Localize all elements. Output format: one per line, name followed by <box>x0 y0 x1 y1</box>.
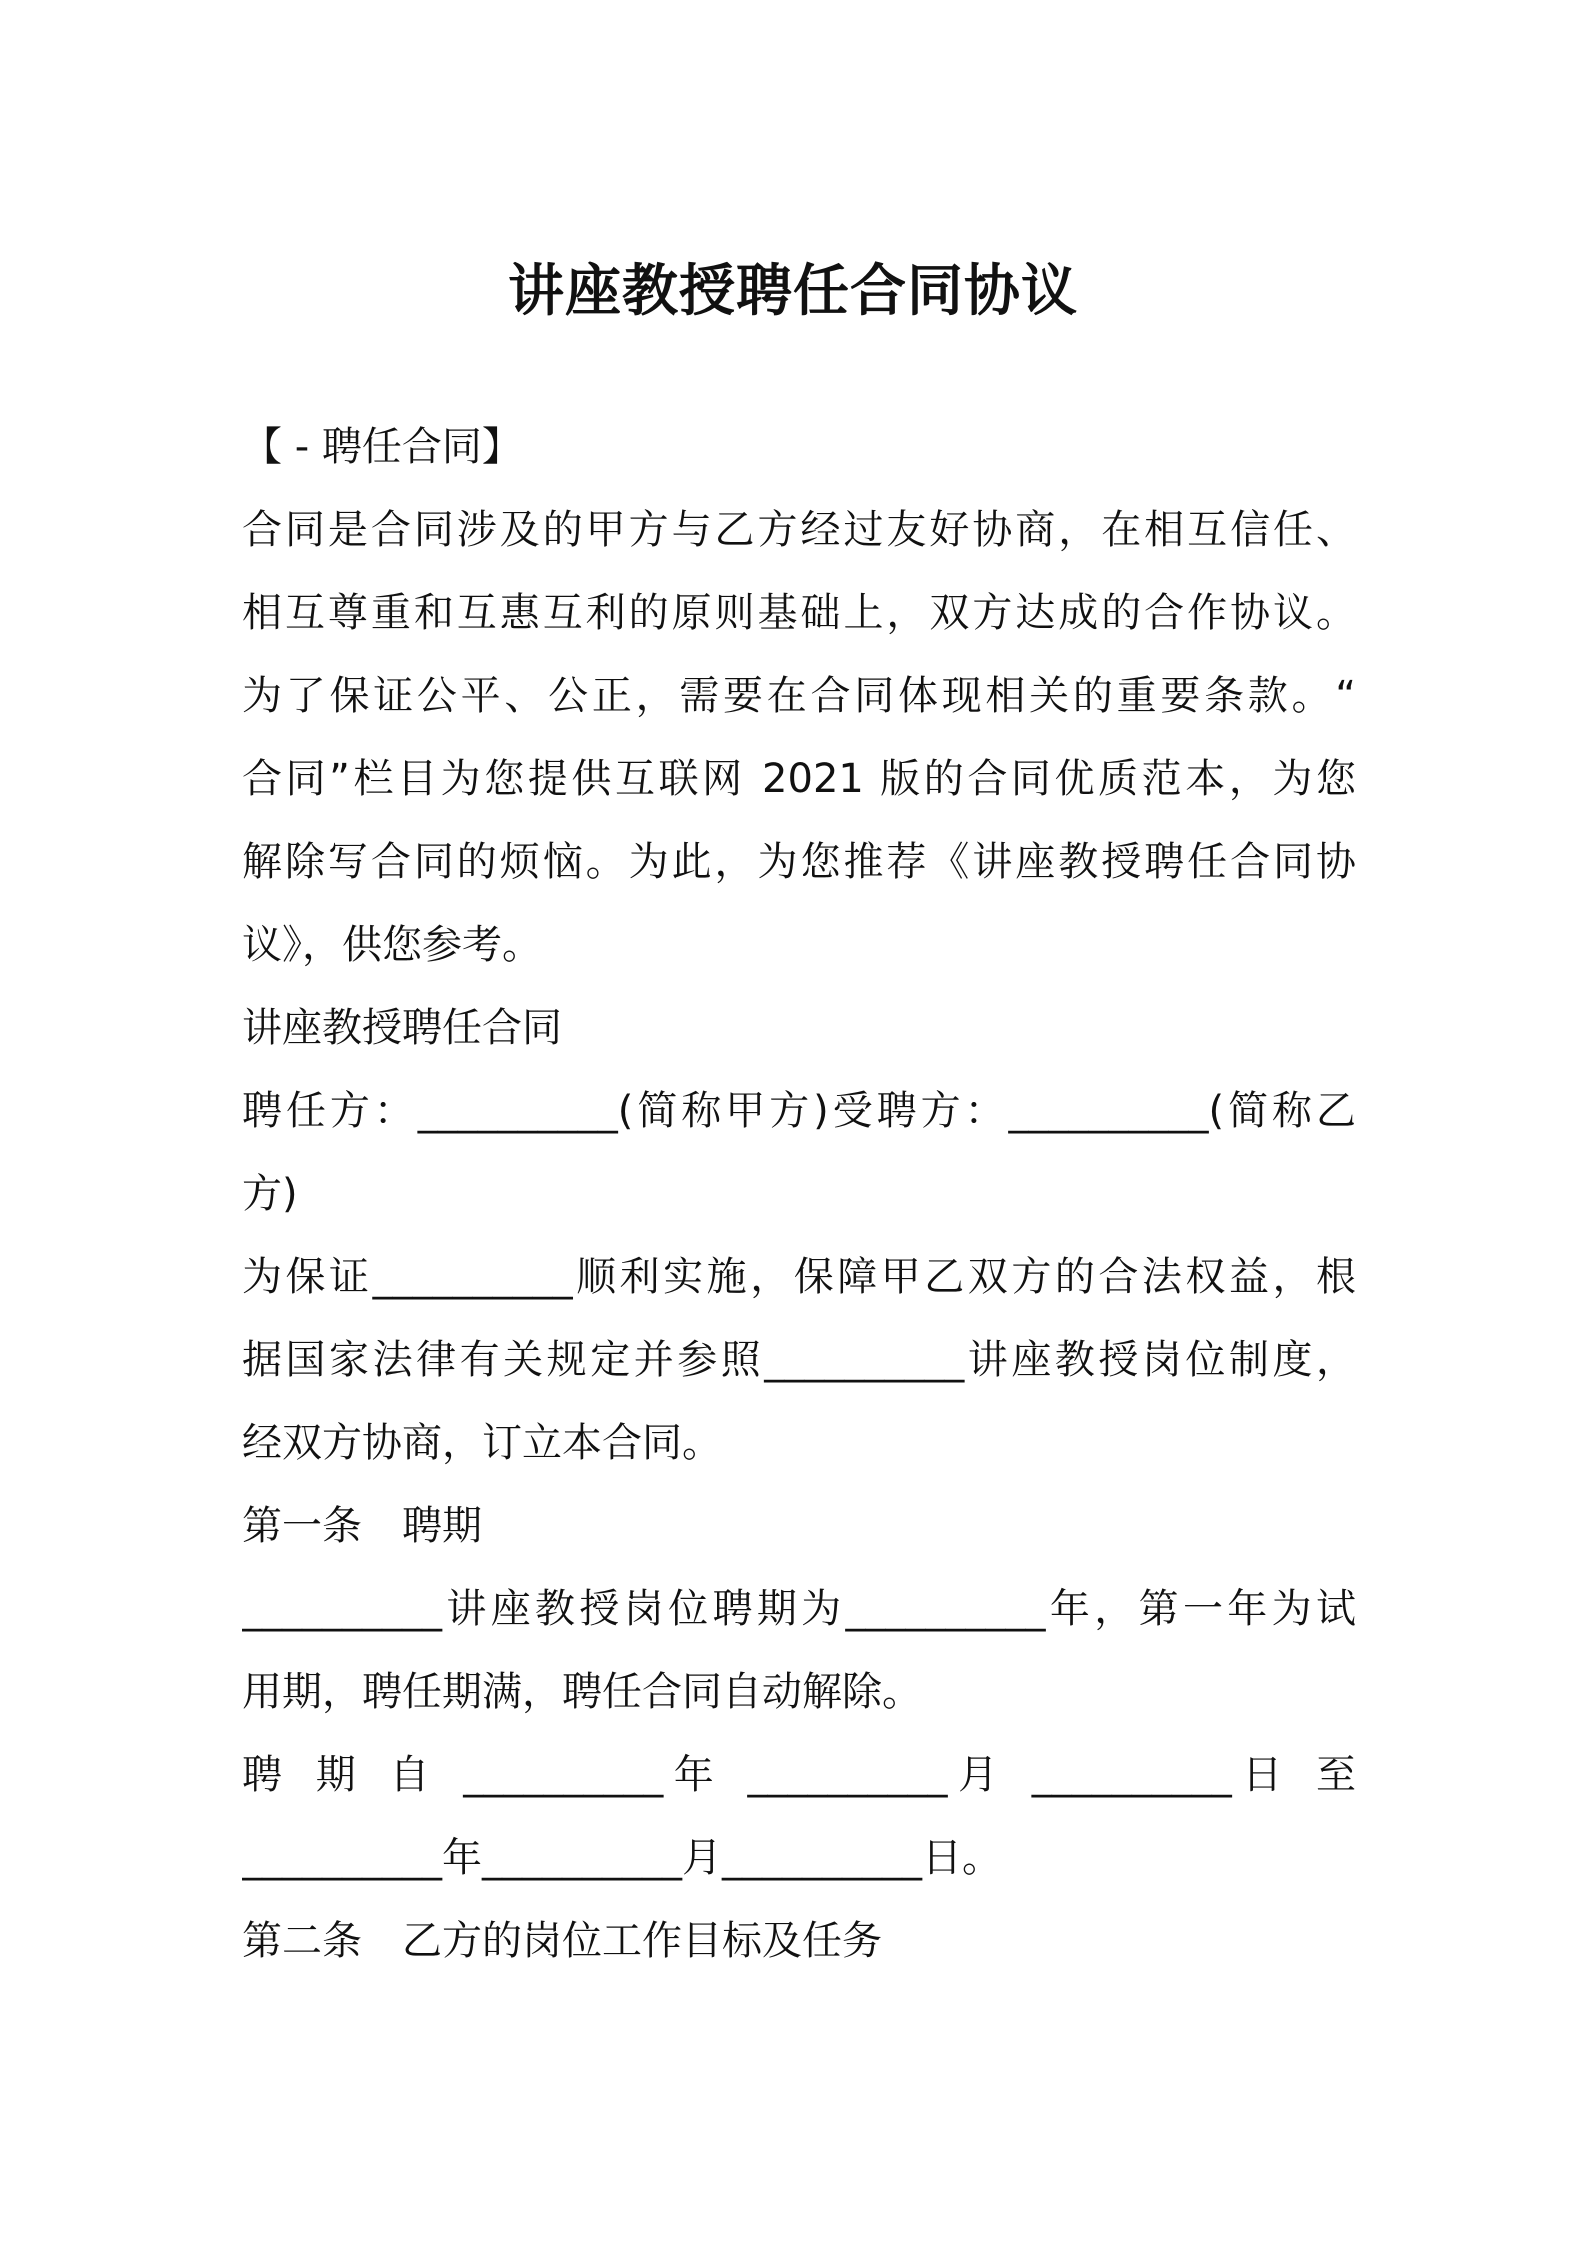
paragraph-line: 相互尊重和互惠互利的原则基础上，双方达成的合作协议。 <box>242 590 1356 636</box>
article-heading: 第二条 乙方的岗位工作目标及任务 <box>242 1918 882 1964</box>
paragraph-line: 为了保证公平、公正，需要在合同体现相关的重要条款。“ <box>242 673 1356 719</box>
contract-name: 讲座教授聘任合同 <box>242 1005 562 1051</box>
article-line: 聘 期 自 __________年 __________月 __________日 至 <box>242 1752 1356 1798</box>
preamble-line: 为保证__________顺利实施，保障甲乙双方的合法权益，根 <box>242 1254 1356 1300</box>
article-line: __________讲座教授岗位聘期为__________年，第一年为试 <box>242 1586 1356 1632</box>
preamble-line: 经双方协商，订立本合同。 <box>242 1420 722 1466</box>
preamble-line: 据国家法律有关规定并参照__________讲座教授岗位制度， <box>242 1337 1356 1383</box>
parties-line: 方) <box>242 1171 298 1217</box>
paragraph-line: 议》，供您参考。 <box>242 922 542 968</box>
paragraph-line: 合同”栏目为您提供互联网 2021 版的合同优质范本，为您 <box>242 756 1356 802</box>
document-body <box>242 406 1356 1983</box>
paragraph-line: 解除写合同的烦恼。为此，为您推荐《讲座教授聘任合同协 <box>242 839 1356 885</box>
document-title: 讲座教授聘任合同协议 <box>508 259 1078 324</box>
section-label: 【 - 聘任合同】 <box>242 424 522 470</box>
parties-line: 聘任方：__________(简称甲方)受聘方：__________(简称乙 <box>242 1088 1356 1134</box>
paragraph-line: 合同是合同涉及的甲方与乙方经过友好协商，在相互信任、 <box>242 507 1356 553</box>
article-line: 用期，聘任期满，聘任合同自动解除。 <box>242 1669 922 1715</box>
article-heading: 第一条 聘期 <box>242 1503 482 1549</box>
article-line: __________年__________月__________日。 <box>242 1835 1002 1881</box>
